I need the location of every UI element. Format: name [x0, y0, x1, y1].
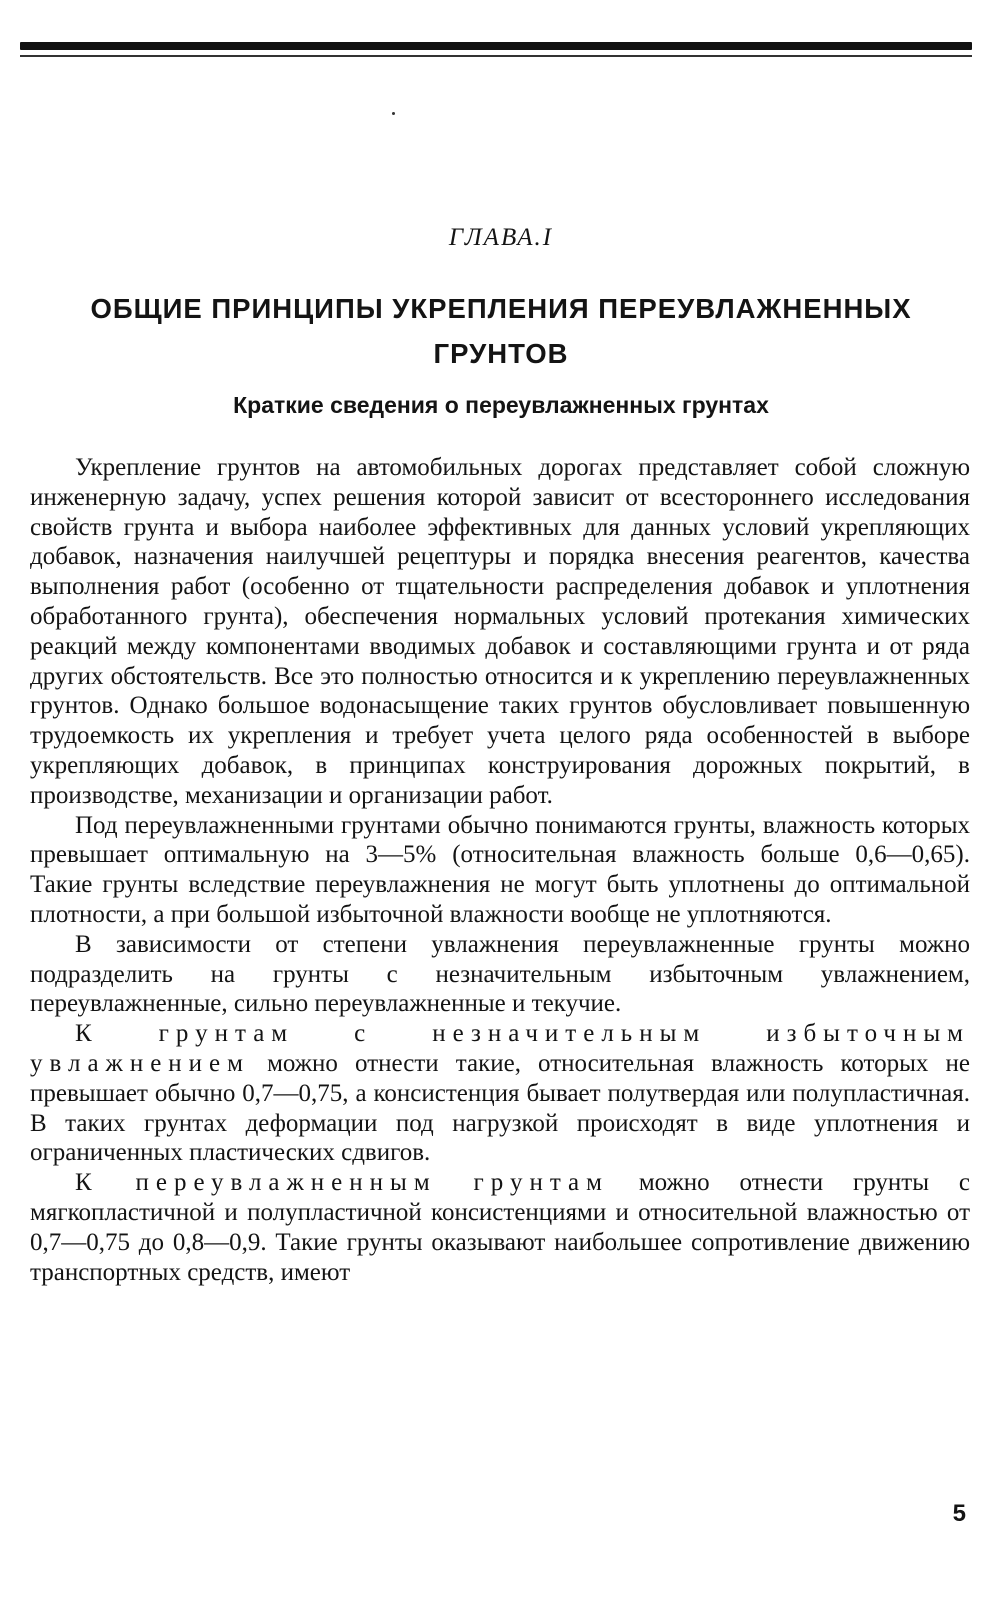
top-rule-thin [20, 55, 972, 57]
paragraph-3: В зависимости от степени увлажнения переувлажненные грунты можно подразделить на грунты с незначительным избыточным увлажнением, переувлажненные, сильно переувлажненные и текучие. [30, 930, 970, 1018]
paragraph-5 [30, 1168, 970, 1287]
page-number: 5 [952, 1500, 966, 1527]
chapter-title: ОБЩИЕ ПРИНЦИПЫ УКРЕПЛЕНИЯ ПЕРЕУВЛАЖНЕННЫХ ГРУНТОВ [90, 293, 912, 369]
paragraph-4 [30, 1019, 970, 1168]
top-rule [20, 42, 972, 50]
paragraph-1: Укрепление грунтов на автомобильных дорогах представляет собой сложную инженерную задачу, успех решения которой зависит от всестороннего исследования свойств грунта и выбора наиболее эффективных для данных условий укрепляющих добавок, назначения наилучшей рецептуры и порядка внесения реагентов, качества выполнения работ (особенно от тщательности распределения добавок и уплотнения обработанного грунта), обеспечения нормальных условий протекания химических реакций между компонентами вводимых добавок и составляющими грунта и от ряда других обстоятельств. Все это полностью относится и к укреплению переувлажненных грунтов. Однако большое водонасыщение таких грунтов обусловливает повышенную трудоемкость их укрепления и требует учета целого ряда особенностей в выборе укрепляющих добавок, в принципах конструирования дорожных покрытий, в производстве, механизации и организации работ. [30, 454, 970, 809]
paragraph-4-emphasis: К грунтам с незначительным избыточным увлажнением [30, 1020, 970, 1077]
print-speck [392, 112, 395, 115]
paragraph-5-text: можно отнести грунты с мягкопластичной и полупластичной консистенциями и относительной влажностью от 0,7—0,75 до 0,8—0,9. Такие грунты оказывают наибольшее сопротивление движению транспортных средств, имеют [30, 1169, 970, 1286]
paragraph-5-emphasis: К переувлажненным грунтам [75, 1169, 609, 1197]
section-title: Краткие сведения о переувлажненных грунтах [233, 392, 769, 418]
paragraph-2: Под переувлажненными грунтами обычно понимаются грунты, влажность которых превышает оптимальную на 3—5% (относительная влажность больше 0,6—0,65). Такие грунты вследствие переувлажнения не могут быть уплотнены до оптимальной плотности, а при большой избыточной влажности вообще не уплотняются. [30, 811, 970, 928]
chapter-label: ГЛАВА.I [448, 224, 554, 251]
body-text [30, 453, 970, 1287]
paragraph-4-text: можно отнести такие, относительная влажность которых не превышает обычно 0,7—0,75, а консистенция бывает полутвердая или полупластичная. В таких грунтах деформации под нагрузкой происходят в виде уплотнения и ограниченных пластических сдвигов. [30, 1049, 970, 1167]
